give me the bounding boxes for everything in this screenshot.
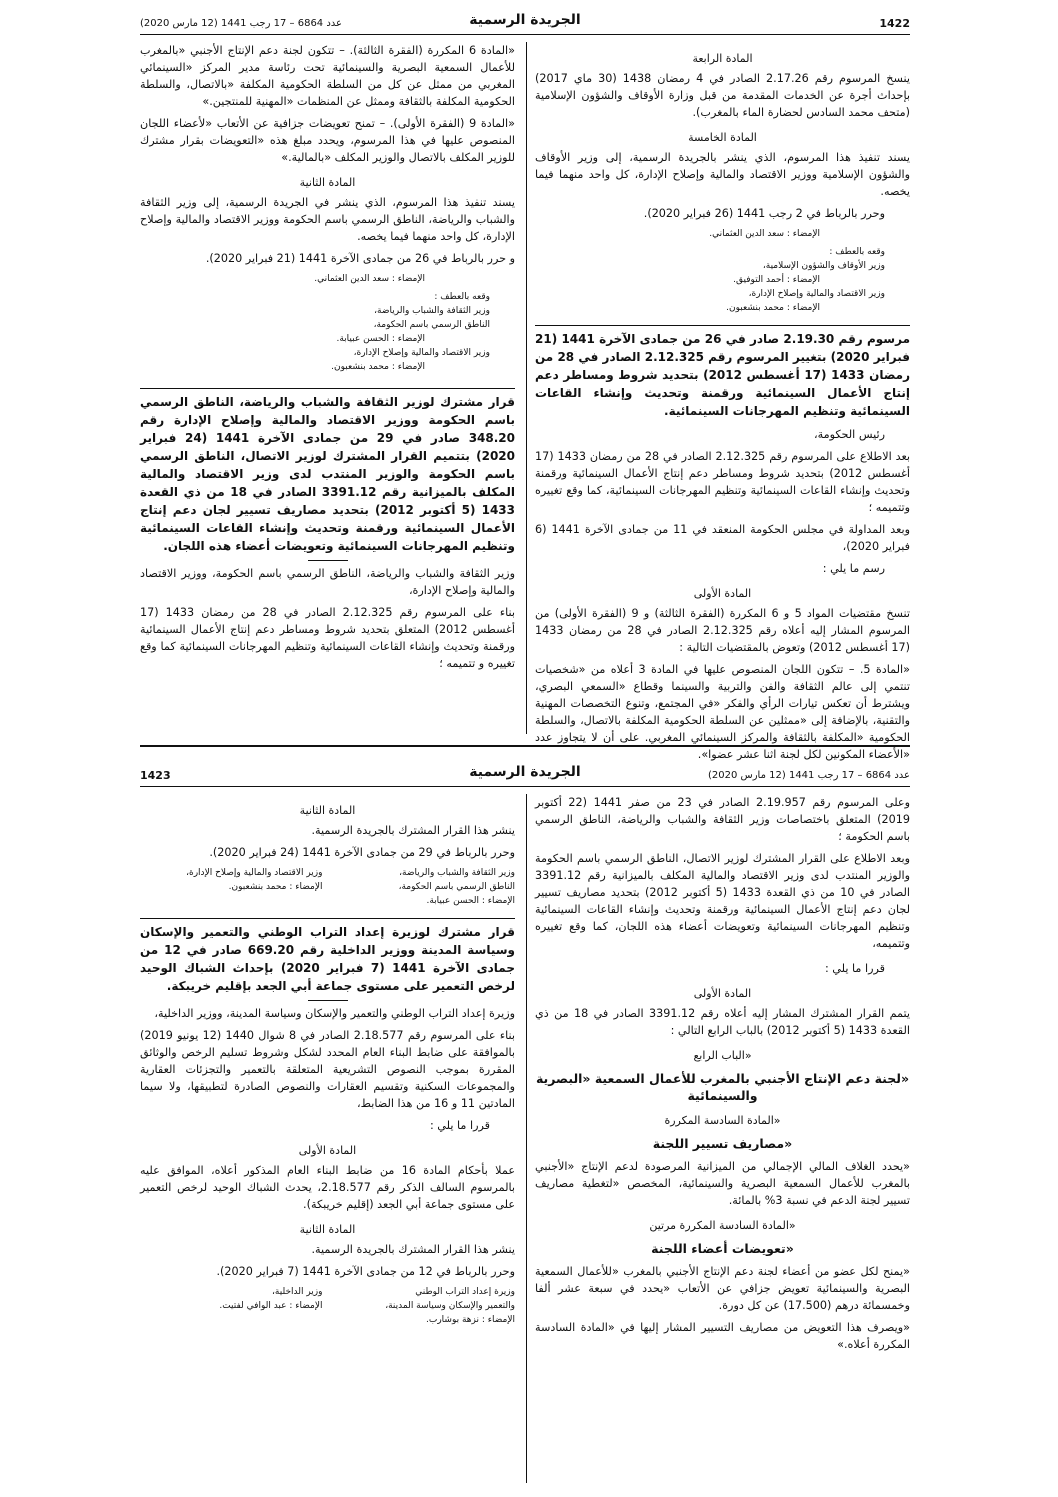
cosign-role: وزير الأوقاف والشؤون الإسلامية، <box>762 261 885 271</box>
article-quote: «يحدد الغلاف المالي الإجمالي من الميزانية المرصودة لدعم الإنتاج «الأجنبي بالمغرب للأعمال السمعية البصرية والسينمائية، المخصص «لتغطية مصاريف تسيير لجنة الدعم في نسبة 3% بالمائة. <box>535 1160 910 1207</box>
signer-signature: الإمضاء : نزهة بوشارب. <box>425 1315 515 1325</box>
visa: وبعد المداولة في مجلس الحكومة المنعقد في 11 من جمادى الآخرة 1441 (6 فبراير 2020)، <box>535 523 910 553</box>
signer-role: وزير الاقتصاد والمالية وإصلاح الإدارة، <box>186 868 323 878</box>
cosign-signature: الإمضاء : محمد بنشعبون. <box>331 362 425 372</box>
section-rule <box>140 388 515 389</box>
signer-role: والتعمير والإسكان وسياسة المدينة، <box>385 1301 515 1311</box>
signatures <box>140 866 515 908</box>
article-title: «المادة السادسة المكررة مرتين <box>649 1219 796 1232</box>
column-divider <box>526 42 527 734</box>
page-number: 1422 <box>879 17 910 30</box>
gazette-title: الجريدة الرسمية <box>469 12 581 28</box>
page-header <box>140 762 910 787</box>
issue-info: عدد 6864 – 17 رجب 1441 (12 مارس 2020) <box>140 18 343 29</box>
signer-signature: الإمضاء : محمد بنشعبون. <box>228 882 323 892</box>
decree-title: مرسوم رقم 2.19.30 صادر في 26 من جمادى الآخرة 1441 (21 فبراير 2020) بتغيير المرسوم رقم 2.12.325 الصادر في 28 من رمضان 1433 (17 أغسطس 2012) بتحديد شروط ومساطر دعم إنتاج الأعمال السينمائية ورقمنة وتحديث وإنشاء القاعات السينمائية وتنظيم المهرجانات السينمائية. <box>535 332 911 418</box>
decide-line: قررا ما يلي : <box>824 962 885 975</box>
joint-decision-title: قرار مشترك لوزيرة إعداد التراب الوطني والتعمير والإسكان وسياسة المدينة ووزير الداخلية رقم 669.20 صادر في 12 من جمادى الآخرة 1441 (7 فبراير 2020) بإحداث الشباك الوحيد لرخص التعمير على مستوى جماعة أبي الجعد بإقليم خريبكة. <box>140 925 515 993</box>
page-number: 1423 <box>140 769 171 782</box>
cosign-role: الناطق الرسمي باسم الحكومة، <box>373 320 490 330</box>
article-text: يتمم القرار المشترك المشار إليه أعلاه رقم 3391.12 الصادر في 18 من ذي القعدة 1433 (5 أكتوبر 2012) بالباب الرابع التالي : <box>535 1007 910 1037</box>
article-title: «المادة السادسة المكررة <box>664 1114 781 1127</box>
chapter-title: «لجنة دعم الإنتاج الأجنبي بالمغرب للأعمال السمعية «البصرية والسينمائية <box>535 1071 910 1103</box>
visa: بناء على المرسوم رقم 2.12.325 الصادر في 28 من رمضان 1433 (17 أغسطس 2012) المتعلق بتحديد شروط ومساطر دعم إنتاج الأعمال السينمائية ورقمنة وتحديث وإنشاء القاعات السينمائية وتنظيم المهرجانات السينمائية كما وقع تغييره و تتميمه ؛ <box>140 606 516 670</box>
signature: الإمضاء : سعد الدين العثماني. <box>709 229 820 239</box>
cosign-role: وزير الاقتصاد والمالية وإصلاح الإدارة، <box>748 289 885 299</box>
article-title: المادة الخامسة <box>688 131 757 144</box>
cosign-role: وزير الاقتصاد والمالية وإصلاح الإدارة، <box>353 348 490 358</box>
article-title: المادة الأولى <box>693 987 752 1000</box>
article-title: المادة الأولى <box>298 1144 357 1157</box>
article-text: ينشر هذا القرار المشترك بالجريدة الرسمية. <box>311 1243 515 1256</box>
ministers: وزير الثقافة والشباب والرياضة، الناطق الرسمي باسم الحكومة، ووزير الاقتصاد والمالية وإصلاح الإدارة، <box>140 567 515 597</box>
article-title: المادة الثانية <box>299 176 356 189</box>
signer-signature: الإمضاء : عبد الوافي لفتيت. <box>219 1301 323 1311</box>
visa: وعلى المرسوم رقم 2.19.957 الصادر في 23 من صفر 1441 (22 أكتوبر 2019) المتعلق باختصاصات وزير الثقافة والشباب والرياضة، الناطق الرسمي باسم الحكومة ؛ <box>535 796 910 843</box>
page-separator <box>140 745 910 747</box>
article-heading: «مصاريف تسيير اللجنة <box>652 1136 793 1151</box>
article-quote: «المادة 9 (الفقرة الأولى). – تمنح تعويضات جزافية عن الأتعاب «لأعضاء اللجان المنصوص عليها في هذا المرسوم، ويحدد مبلغ هذه «التعويضات بقرار مشترك للوزير المكلف بالاتصال والوزير المكلف «بالمالية.» <box>140 117 515 164</box>
article-quote: «المادة 6 المكررة (الفقرة الثالثة). – تتكون لجنة دعم الإنتاج الأجنبي «بالمغرب للأعمال السمعية البصرية والسينمائية تحت رئاسة مدير المركز «السينمائي المغربي من ممثل عن كل من السلطة الحكومية المكلفة «بالاتصال، والسلطة الحكومية المكلفة بالثقافة وممثل عن المنظمات «المهنية للمنتجين.» <box>140 44 516 108</box>
article-text: يسند تنفيذ هذا المرسوم، الذي ينشر بالجريدة الرسمية، إلى وزير الأوقاف والشؤون الإسلامية ووزير الاقتصاد والمالية وإصلاح الإدارة، كل واحد منهما فيما يخصه. <box>535 151 910 198</box>
signer-role: الناطق الرسمي باسم الحكومة، <box>398 882 515 892</box>
page-header <box>140 10 910 35</box>
visa: وبعد الاطلاع على القرار المشترك لوزير الاتصال، الناطق الرسمي باسم الحكومة والوزير المنتدب لدى وزير الاقتصاد والمالية المكلف بالميزانية رقم 3391.12 الصادر في 10 من ذي القعدة 1433 (5 أكتوبر 2012) بتحديد مصاريف تسيير لجان دعم إنتاج الأعمال السينمائية ورقمنة وتحديث وإنشاء القاعات السينمائية وتنظيم المهرجانات السينمائية وتعويضات أعضاء هذه اللجان، كما وقع تغييره وتتميمه، <box>535 852 911 950</box>
date-line: وحرر بالرباط في 2 رجب 1441 (26 فبراير 2020). <box>643 207 885 220</box>
right-column <box>535 794 910 1358</box>
article-text: عملا بأحكام المادة 16 من ضابط البناء العام المذكور أعلاه، الموافق عليه بالمرسوم السالف الذكر رقم 2.18.577، يحدث الشباك الوحيد لرخص التعمير على مستوى جماعة أبي الجعد (إقليم خريبكة). <box>140 1164 515 1211</box>
signer-role: وزير الداخلية، <box>272 1287 323 1297</box>
short-rule <box>308 560 348 561</box>
visa: بعد الاطلاع على المرسوم رقم 2.12.325 الصادر في 28 من رمضان 1433 (17 أغسطس 2012) بتحديد شروط ومساطر دعم إنتاج الأعمال السينمائية ورقمنة وتحديث وإنشاء القاعات السينمائية وتنظيم المهرجانات السينمائية، كما وقع تغييره وتتميمه ؛ <box>535 450 911 514</box>
section-rule <box>140 918 515 919</box>
decide-line: قررا ما يلي : <box>429 1119 490 1132</box>
date-line: وحرر بالرباط في 12 من جمادى الآخرة 1441 (7 فبراير 2020). <box>216 1265 515 1278</box>
article-quote: «ويصرف هذا التعويض من مصاريف التسيير المشار إليها في «المادة السادسة المكررة أعلاه.» <box>535 1321 910 1351</box>
article-text: تنسخ مقتضيات المواد 5 و 6 المكررة (الفقرة الثالثة) و 9 (الفقرة الأولى) من المرسوم المشار إليه أعلاه رقم 2.12.325 الصادر في 28 من رمضان 1433 (17 أغسطس 2012) وتعوض بالمقتضيات التالية : <box>535 607 911 654</box>
left-column <box>140 794 515 1327</box>
signer-role: وزير الثقافة والشباب والرياضة، <box>399 868 515 878</box>
cosign-header: وقعه بالعطف : <box>829 247 885 257</box>
signer-signature: الإمضاء : الحسن عبيابة. <box>426 896 515 906</box>
authority: رئيس الحكومة، <box>813 428 885 441</box>
left-column <box>140 42 515 677</box>
article-text: ينسخ المرسوم رقم 2.17.26 الصادر في 4 رمضان 1438 (30 ماي 2017) بإحداث أجرة عن الخدمات المقدمة من قبل وزارة الأوقاف والشؤون الإسلامية (متحف محمد السادس لحضارة الماء بالمغرب). <box>535 72 910 119</box>
article-text: يسند تنفيذ هذا المرسوم، الذي ينشر في الجريدة الرسمية، إلى وزير الثقافة والشباب والرياضة، الناطق الرسمي باسم الحكومة ووزير الاقتصاد والمالية وإصلاح الإدارة، كل واحد منهما فيما يخصه. <box>140 196 515 243</box>
short-rule <box>308 1000 348 1001</box>
article-heading: «تعويضات أعضاء اللجنة <box>651 1241 794 1256</box>
article-text: ينشر هذا القرار المشترك بالجريدة الرسمية. <box>311 824 515 837</box>
column-divider <box>526 794 527 1483</box>
cosign-signature: الإمضاء : الحسن عبيابة. <box>336 334 425 344</box>
issue-info: عدد 6864 – 17 رجب 1441 (12 مارس 2020) <box>707 770 910 781</box>
article-title: المادة الثانية <box>299 804 356 817</box>
cosign-role: وزير الثقافة والشباب والرياضة، <box>374 306 490 316</box>
date-line: و حرر بالرباط في 26 من جمادى الآخرة 1441 (21 فبراير 2020). <box>205 252 515 265</box>
right-column <box>535 42 910 768</box>
gazette-title: الجريدة الرسمية <box>469 764 581 780</box>
ministers: وزيرة إعداد التراب الوطني والتعمير والإسكان وسياسة المدينة، ووزير الداخلية، <box>154 1007 515 1020</box>
decrees-line: رسم ما يلي : <box>822 562 885 575</box>
article-quote: «المادة 5. – تتكون اللجان المنصوص عليها في المادة 3 أعلاه من «شخصيات تنتمي إلى عالم الثقافة والفن والتربية والسينما وقطاع «السمعي البصري، ويشترط أن تعكس تيارات الرأي والفكر «في المجتمع، وتنوع التخصصات المهنية والتقنية، بالإضافة إلى «ممثلين عن السلطة الحكومية المكلفة بالاتصال، والسلطة الحكومية «المكلفة بالثقافة والمركز السينمائي المغربي. على أن لا يتجاوز عدد «الأعضاء المكونين لكل لجنة اثنا عشر عضوا». <box>535 663 910 761</box>
section-rule <box>535 325 910 326</box>
visa: بناء على المرسوم رقم 2.18.577 الصادر في 8 شوال 1440 (12 يونيو 2019) بالموافقة على ضابط البناء العام المحدد لشكل وشروط تسليم الرخص والوثائق المقررة بموجب النصوص التشريعية المتعلقة بالتعمير والتجزئات العقارية والمجموعات السكنية وتقسيم العقارات والنصوص الصادرة لتطبيقها، ولا سيما المادتين 11 و 16 من هذا الضابط، <box>140 1029 516 1110</box>
date-line: وحرر بالرباط في 29 من جمادى الآخرة 1441 (24 فبراير 2020). <box>209 846 515 859</box>
article-title: المادة الرابعة <box>692 52 753 65</box>
cosign-header: وقعه بالعطف : <box>434 292 490 302</box>
joint-decision-title: قرار مشترك لوزير الثقافة والشباب والرياضة، الناطق الرسمي باسم الحكومة ووزير الاقتصاد والمالية وإصلاح الإدارة رقم 348.20 صادر في 29 من جمادى الآخرة 1441 (24 فبراير 2020) بتتميم القرار المشترك لوزير الاتصال، الناطق الرسمي باسم الحكومة والوزير المنتدب لدى وزير الاقتصاد والمالية المكلف بالميزانية رقم 3391.12 الصادر في 18 من ذي القعدة 1433 (5 أكتوبر 2012) بتحديد مصاريف تسيير لجان دعم إنتاج الأعمال السينمائية ورقمنة وتحديث وإنشاء القاعات السينمائية وتنظيم المهرجانات السينمائية وتعويضات أعضاء هذه اللجان. <box>140 395 516 553</box>
cosign-signature: الإمضاء : محمد بنشعبون. <box>726 303 820 313</box>
gazette-page-1422 <box>140 10 911 761</box>
signer-role: وزيرة إعداد التراب الوطني <box>415 1287 515 1297</box>
chapter-label: «الباب الرابع <box>693 1049 752 1062</box>
article-title: المادة الثانية <box>299 1223 356 1236</box>
article-title: المادة الأولى <box>693 587 752 600</box>
gazette-page-1423 <box>140 762 910 1487</box>
signature: الإمضاء : سعد الدين العثماني. <box>314 274 425 284</box>
signatures <box>140 1285 515 1327</box>
cosign-signature: الإمضاء : أحمد التوفيق. <box>733 275 820 285</box>
article-quote: «يمنح لكل عضو من أعضاء لجنة دعم الإنتاج الأجنبي بالمغرب «للأعمال السمعية البصرية والسينمائية تعويض جزافي عن الأتعاب «يحدد في سبعة عشر ألفا وخمسمائة درهم (17.500) عن كل دورة. <box>535 1265 910 1312</box>
